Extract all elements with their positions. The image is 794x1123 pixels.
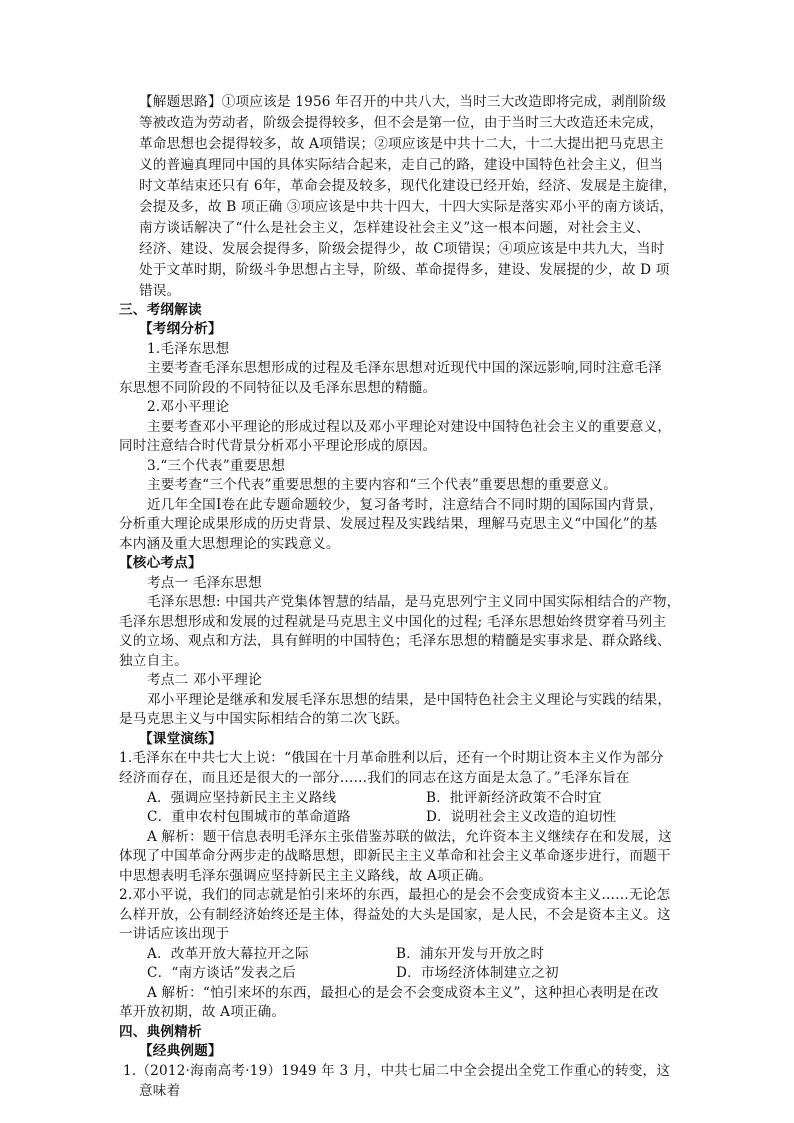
- question-stem: 2.邓小平说，我们的同志就是怕引来坏的东西，最担心的是会不会变成资本主义……无论怎: [119, 887, 671, 903]
- body-line: 主要考查“三个代表”重要思想的主要内容和“三个代表”重要思想的重要意义。: [147, 477, 617, 493]
- item-title: 考点二 邓小平理论: [147, 672, 262, 688]
- solution-line: 处于文革时期，阶级斗争思想占主导，阶级、革命提得多，建设、发展提的少，故 D 项: [139, 262, 670, 278]
- body-line: 本内涵及重大思想理论的实践意义。: [119, 536, 340, 552]
- option-a: A．改革开放大幕拉开之际: [147, 946, 309, 962]
- option-c: C．重申农村包围城市的革命道路: [147, 809, 351, 825]
- solution-line: 经济、建设、发展会提得多，阶级会提得少，故 C项错误；④项应该是中共九大，当时: [139, 241, 665, 257]
- option-b: B．批评新经济政策不合时宜: [426, 790, 602, 806]
- section-heading: 三、考纲解读: [119, 302, 202, 318]
- solution-line: 时文革结束还只有 6年，革命会提及较多，现代化建设已经开始，经济、发展是主旋律，: [139, 178, 677, 194]
- section-heading: 四、典例精析: [119, 1024, 202, 1040]
- option-a: A．强调应坚持新民主主义路线: [147, 790, 337, 806]
- body-line: 毛泽东思想形成和发展的过程就是马克思主义中国化的过程; 毛泽东思想始终贯穿着马列主: [119, 614, 667, 630]
- example-stem: 1.（2012·海南高考·19）1949 年 3 月，中共七届二中全会提出全党工作重心的转变，这: [123, 1063, 671, 1079]
- solution-line: 会提及多，故 B 项正确 ③项应该是中共十四大，十四大实际是落实邓小平的南方谈话，: [139, 199, 674, 215]
- body-line: 东思想不同阶段的不同特征以及毛泽东思想的精髓。: [119, 380, 437, 396]
- subsection-title: 【经典例题】: [139, 1043, 222, 1059]
- answer-line: 体现了中国革命分两步走的战略思想，即新民主主义革命和社会主义革命逐步进行，而题干: [119, 848, 671, 864]
- body-line: 主要考查邓小平理论的形成过程以及邓小平理论对建设中国特色社会主义的重要意义，: [147, 419, 672, 435]
- answer-line: 革开放初期，故 A项正确。: [119, 1004, 286, 1020]
- item-title: 2.邓小平理论: [147, 399, 230, 415]
- question-stem: 1.毛泽东在中共七大上说：“俄国在十月革命胜利以后，还有一个时期让资本主义作为部分: [119, 750, 664, 766]
- item-title: 1.毛泽东思想: [147, 341, 230, 357]
- body-line: 近几年全国Ⅰ卷在此专题命题较少，复习备考时，注意结合不同时期的国际国内背景，: [147, 497, 663, 513]
- item-title: 3.“三个代表”重要思想: [147, 458, 286, 474]
- body-line: 独立自主。: [119, 653, 188, 669]
- subsection-title: 【核心考点】: [119, 555, 202, 571]
- body-line: 分析重大理论成果形成的历史背景、发展过程及实践结果，理解马克思主义“中国化”的基: [119, 516, 658, 532]
- solution-line: 【解题思路】①项应该是 1956 年召开的中共八大，当时三大改造即将完成，剥削阶级: [139, 94, 667, 110]
- subsection-title: 【考纲分析】: [139, 321, 222, 337]
- subsection-title: 【课堂演练】: [139, 731, 222, 747]
- body-line: 邓小平理论是继承和发展毛泽东思想的结果，是中国特色社会主义理论与实践的结果，: [147, 692, 672, 708]
- solution-line: 义的普遍真理同中国的具体实际结合起来，走自己的路，建设中国特色社会主义，但当: [139, 157, 664, 173]
- question-stem: 经济而存在，而且还是很大的一部分……我们的同志在这方面是太急了。”毛泽东旨在: [119, 770, 630, 786]
- solution-line: 等被改造为劳动者，阶级会提得较多，但不会是第一位，由于当时三大改造还未完成，: [139, 115, 664, 131]
- body-line: 义的立场、观点和方法，具有鲜明的中国特色；毛泽东思想的精髓是实事求是、群众路线、: [119, 633, 671, 649]
- question-stem: 一讲话应该出现于: [119, 926, 230, 942]
- solution-line: 错误。: [139, 283, 181, 299]
- option-d: D．说明社会主义改造的迫切性: [426, 809, 617, 825]
- solution-line: 革命思想也会提得较多，故 A项错误；②项应该是中共十二大，十二大提出把马克思主: [139, 136, 664, 152]
- body-line: 毛泽东思想: 中国共产党集体智慧的结晶，是马克思列宁主义同中国实际相结合的产物，: [147, 594, 681, 610]
- solution-line: 南方谈话解决了“什么是社会主义，怎样建设社会主义”这一根本问题，对社会主义、: [139, 220, 650, 236]
- answer-line: 中思想表明毛泽东强调应坚持新民主主义路线，故 A项正确。: [119, 868, 493, 884]
- body-line: 主要考查毛泽东思想形成的过程及毛泽东思想对近现代中国的深远影响,同时注意毛泽: [147, 360, 662, 376]
- option-c: C．“南方谈话”发表之后: [147, 965, 297, 981]
- option-d: D．市场经济体制建立之初: [396, 965, 559, 981]
- body-line: 是马克思主义与中国实际相结合的第二次飞跃。: [119, 711, 409, 727]
- item-title: 考点一 毛泽东思想: [147, 575, 262, 591]
- body-line: 同时注意结合时代背景分析邓小平理论形成的原因。: [119, 438, 437, 454]
- answer-line: A 解析：“怕引来坏的东西，最担心的是会不会变成资本主义”，这种担心表明是在改: [147, 985, 659, 1001]
- answer-line: A 解析：题干信息表明毛泽东主张借鉴苏联的做法，允许资本主义继续存在和发展，这: [147, 829, 672, 845]
- question-stem: 么样开放，公有制经济始终还是主体，得益处的大头是国家，是人民，不会是资本主义。这: [119, 907, 671, 923]
- example-stem: 意味着: [139, 1083, 181, 1099]
- option-b: B．浦东开发与开放之时: [396, 946, 545, 962]
